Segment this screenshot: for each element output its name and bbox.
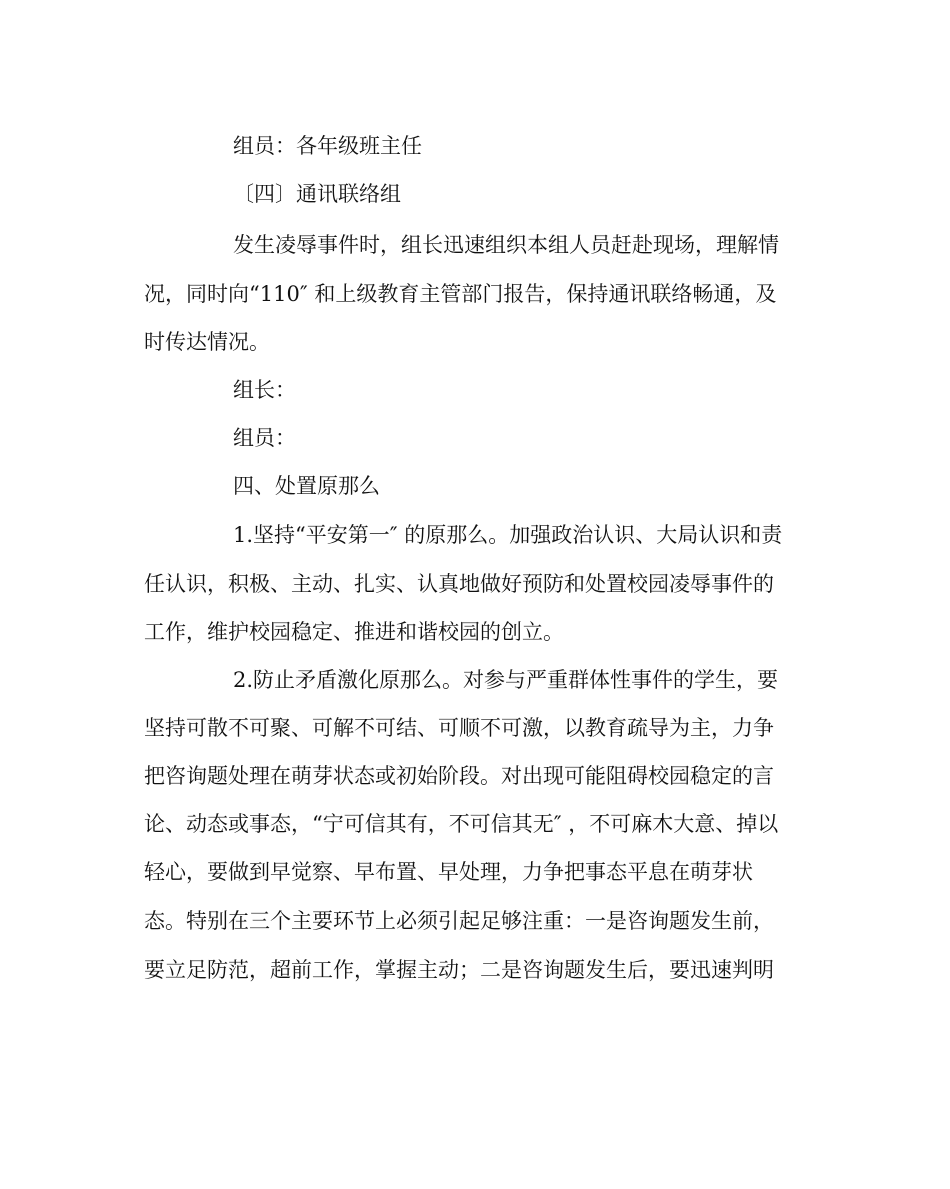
text-line: 坚持可散不可聚、可解不可结、可顺不可激，以教育疏导为主，力争 [144, 716, 774, 740]
text-line: 组员： [233, 426, 296, 450]
text-line: 把咨询题处理在萌芽状态或初始阶段。对出现可能阻碍校园稳定的言 [144, 764, 774, 788]
text-line: 论、动态或事态，“宁可信其有，不可信其无″ ，不可麻木大意、掉以 [144, 812, 779, 836]
text-line: 态。特别在三个主要环节上必须引起足够注重：一是咨询题发生前， [144, 909, 774, 933]
text-line: 工作，维护校园稳定、推进和谐校园的创立。 [144, 620, 564, 644]
text-line: 时传达情况。 [144, 330, 270, 354]
text-line: 2.防止矛盾激化原那么。对参与严重群体性事件的学生，要 [233, 668, 779, 692]
text-line: 组长： [233, 378, 296, 402]
text-line: 1.坚持“平安第一″ 的原那么。加强政治认识、大局认识和责 [233, 523, 783, 547]
text-line: 轻心，要做到早觉察、早布置、早处理，力争把事态平息在萌芽状 [144, 860, 753, 884]
text-line: 发生凌辱事件时，组长迅速组织本组人员赶赴现场，理解情 [233, 233, 779, 257]
section-heading: 四、处置原那么 [233, 474, 380, 498]
text-line: 任认识，积极、主动、扎实、认真地做好预防和处置校园凌辱事件的 [144, 572, 774, 596]
section-heading: 〔四〕通讯联络组 [233, 182, 401, 206]
text-line: 况，同时向“110″ 和上级教育主管部门报告，保持通讯联络畅通，及 [144, 282, 777, 306]
text-line: 组员：各年级班主任 [233, 134, 422, 158]
text-line: 要立足防范，超前工作，掌握主动；二是咨询题发生后，要迅速判明 [144, 958, 774, 982]
